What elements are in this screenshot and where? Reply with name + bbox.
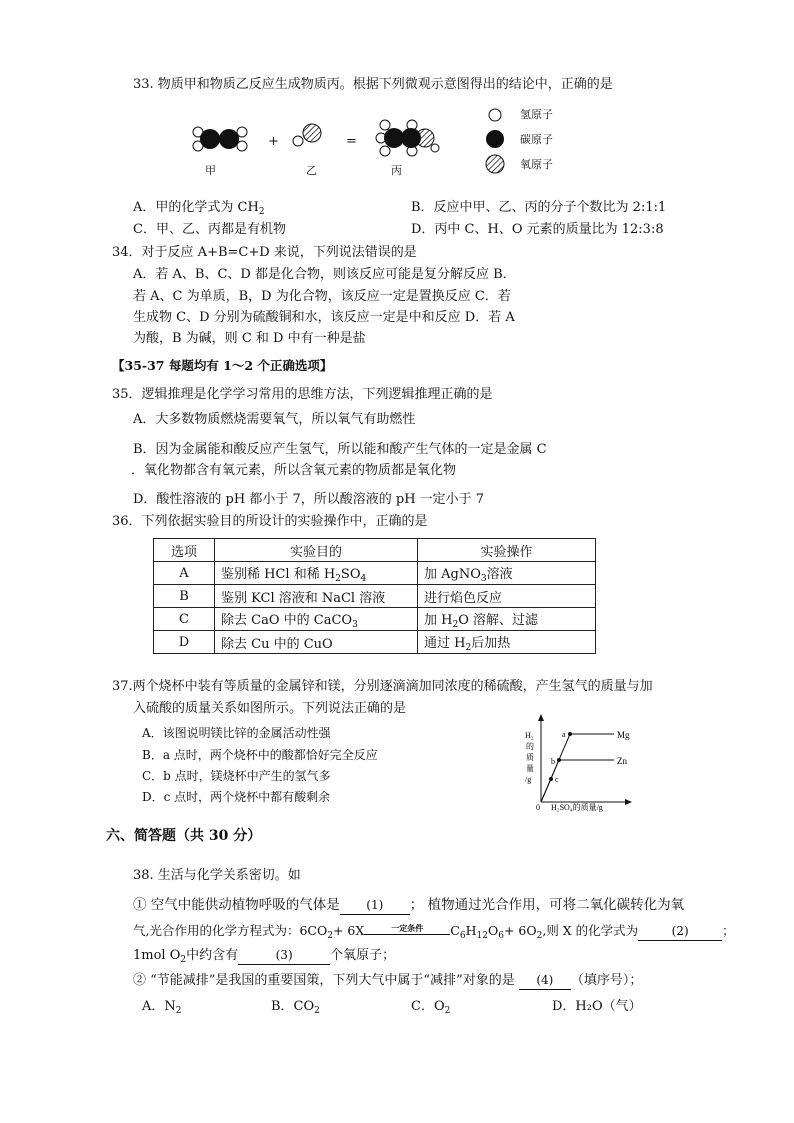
q37-option-c: C．b 点时，镁烧杯中产生的氢气多 bbox=[142, 769, 331, 783]
q38-line-2: 气,光合作用的化学方程式为：$6CO_2+ 6X$ 一定条件 $C_6H_{12}O_6+ 6O_2$,则 X 的化学式为 (2) ； bbox=[133, 923, 735, 941]
q38-option-b: B．$CO_2$ bbox=[271, 999, 320, 1016]
section-note: 【35-37 每题均有 1～2 个正确选项】 bbox=[112, 358, 333, 373]
y-label-1: H₂ bbox=[525, 731, 534, 740]
origin-label: 0 bbox=[536, 803, 540, 812]
series-mg-line bbox=[541, 734, 614, 802]
hydrogen-graph bbox=[510, 712, 650, 816]
answer-blank-3[interactable]: (3) bbox=[238, 946, 330, 965]
plus-sign: + bbox=[268, 134, 279, 149]
q34-line-2: 若 A、C 为单质，B，D 为化合物，该反应一定是置换反应 C．若 bbox=[133, 289, 511, 304]
equals-sign: = bbox=[346, 134, 357, 149]
section-6-title: 六、简答题（共 30 分） bbox=[106, 828, 262, 844]
q35-option-c: ．氧化物都含有氧元素，所以含氧元素的物质都是氧化物 bbox=[131, 463, 457, 478]
q33-option-c: C．甲、乙、丙都是有机物 bbox=[133, 222, 286, 237]
point-label-c: c bbox=[555, 775, 559, 784]
q37-option-b: B．a 点时，两个烧杯中的酸都恰好完全反应 bbox=[142, 748, 378, 762]
header-purpose: 实验目的 bbox=[215, 539, 418, 562]
q34-line-4: 为酸，B 为碱，则 C 和 D 中有一种是盐 bbox=[133, 331, 366, 346]
x-axis-arrow-icon bbox=[625, 799, 632, 805]
y-label-2: 的 bbox=[526, 742, 534, 751]
q36-stem: 36．下列依据实验目的所设计的实验操作中，正确的是 bbox=[112, 514, 428, 529]
q37-stem-1: 37.两个烧杯中装有等质量的金属锌和镁，分别逐滴滴加同浓度的稀硫酸，产生氢气的质量与加 bbox=[112, 679, 653, 694]
carbon-atom-icon bbox=[486, 130, 504, 148]
molecule-yi-icon bbox=[293, 124, 321, 146]
y-label-3: 质 bbox=[526, 753, 534, 762]
y-label-5: /g bbox=[525, 775, 532, 784]
point-label-a: a bbox=[562, 730, 566, 739]
q35-stem: 35．逻辑推理是化学学习常用的思维方法，下列逻辑推理正确的是 bbox=[112, 387, 493, 402]
legend-oxygen: 氧原子 bbox=[520, 158, 553, 171]
answer-blank-4[interactable]: (4) bbox=[519, 971, 571, 990]
q35-option-b: B．因为金属能和酸反应产生氢气，所以能和酸产生气体的一定是金属 C bbox=[133, 442, 547, 457]
table-row: C 除去 CaO 中的 CaCO$_3$ 加 $H_2O$ 溶解、过滤 bbox=[154, 608, 596, 631]
y-axis-arrow-icon bbox=[538, 714, 544, 721]
q38-line-4: ② “节能减排”是我国的重要国策，下列大气中属于“减排”对象的是 (4) （填序号）； bbox=[133, 973, 643, 988]
label-yi: 乙 bbox=[306, 164, 317, 177]
series-zn-line bbox=[541, 760, 614, 802]
label-jia: 甲 bbox=[205, 164, 216, 177]
q33-option-b: B．反应中甲、乙、丙的分子个数比为 2:1:1 bbox=[411, 200, 667, 215]
q34-line-1: A．若 A、B、C、D 都是化合物，则该反应可能是复分解反应 B． bbox=[133, 267, 516, 282]
q33-option-d: D．丙中 C、H、O 元素的质量比为 12:3:8 bbox=[411, 222, 664, 237]
q34-stem: 34．对于反应 A+B=C+D 来说，下列说法错误的是 bbox=[112, 245, 417, 260]
q38-option-a: A．$N_2$ bbox=[142, 999, 182, 1016]
series-label-mg: Mg bbox=[617, 730, 630, 740]
answer-blank-1[interactable]: (1) bbox=[340, 896, 410, 915]
oxygen-atom-icon bbox=[486, 155, 504, 173]
q38-line-1: ① 空气中能供动植物呼吸的气体是 (1) ； 植物通过光合作用，可将二氧化碳转化为氧 bbox=[133, 897, 685, 913]
q38-option-d: D．H₂O（气） bbox=[552, 999, 642, 1014]
legend-icons bbox=[484, 106, 508, 176]
q34-line-3: 生成物 C、D 分别为硫酸铜和水，该反应一定是中和反应 D．若 A bbox=[133, 310, 515, 325]
q35-option-a: A．大多数物质燃烧需要氧气，所以氧气有助燃性 bbox=[133, 412, 416, 427]
table-row: D 除去 Cu 中的 CuO 通过 $H_2$后加热 bbox=[154, 631, 596, 654]
legend-carbon: 碳原子 bbox=[520, 133, 553, 146]
header-option: 选项 bbox=[154, 539, 215, 562]
table-row: B 鉴别 KCl 溶液和 NaCl 溶液 进行焰色反应 bbox=[154, 585, 596, 608]
table-header-row bbox=[154, 539, 596, 562]
point-a bbox=[568, 732, 572, 736]
table-row: A 鉴别稀 HCl 和稀 $H_2SO_4$ 加 AgNO$_3$溶液 bbox=[154, 562, 596, 585]
legend-hydrogen: 氢原子 bbox=[520, 108, 553, 121]
x-axis-label: H₂SO₄的质量/g bbox=[551, 803, 603, 812]
q35-option-d: D．酸性溶液的 pH 都小于 7，所以酸溶液的 pH 一定小于 7 bbox=[133, 492, 485, 507]
series-label-zn: Zn bbox=[617, 756, 627, 766]
y-label-4: 量 bbox=[526, 764, 534, 773]
point-b bbox=[557, 758, 561, 762]
q37-option-d: D．c 点时，两个烧杯中都有酸剩余 bbox=[142, 790, 331, 804]
q33-option-a: A．甲的化学式为 $CH_2$ bbox=[133, 200, 265, 217]
q38-stem: 38. 生活与化学关系密切。如 bbox=[133, 868, 301, 883]
point-c bbox=[549, 777, 553, 781]
q33-stem: 33. 物质甲和物质乙反应生成物质丙。根据下列微观示意图得出的结论中，正确的是 bbox=[133, 77, 613, 92]
answer-blank-2[interactable]: (2) bbox=[638, 922, 722, 941]
experiment-table bbox=[153, 538, 596, 654]
label-bing: 丙 bbox=[391, 164, 402, 177]
reaction-condition-arrow: 一定条件 bbox=[364, 925, 450, 935]
molecule-bing-icon bbox=[376, 120, 439, 156]
hydrogen-atom-icon bbox=[489, 109, 501, 121]
q37-option-a: A．该图说明镁比锌的金属活动性强 bbox=[142, 726, 331, 740]
q37-stem-2: 入硫酸的质量关系如图所示。下列说法正确的是 bbox=[133, 701, 407, 716]
q38-option-c: C．$O_2$ bbox=[411, 999, 451, 1016]
header-operation: 实验操作 bbox=[418, 539, 596, 562]
point-label-b: b bbox=[551, 757, 555, 766]
molecule-jia-icon bbox=[193, 127, 247, 151]
q38-line-3: 1mol $O_2$中约含有 (3) 个氧原子； bbox=[133, 948, 396, 965]
